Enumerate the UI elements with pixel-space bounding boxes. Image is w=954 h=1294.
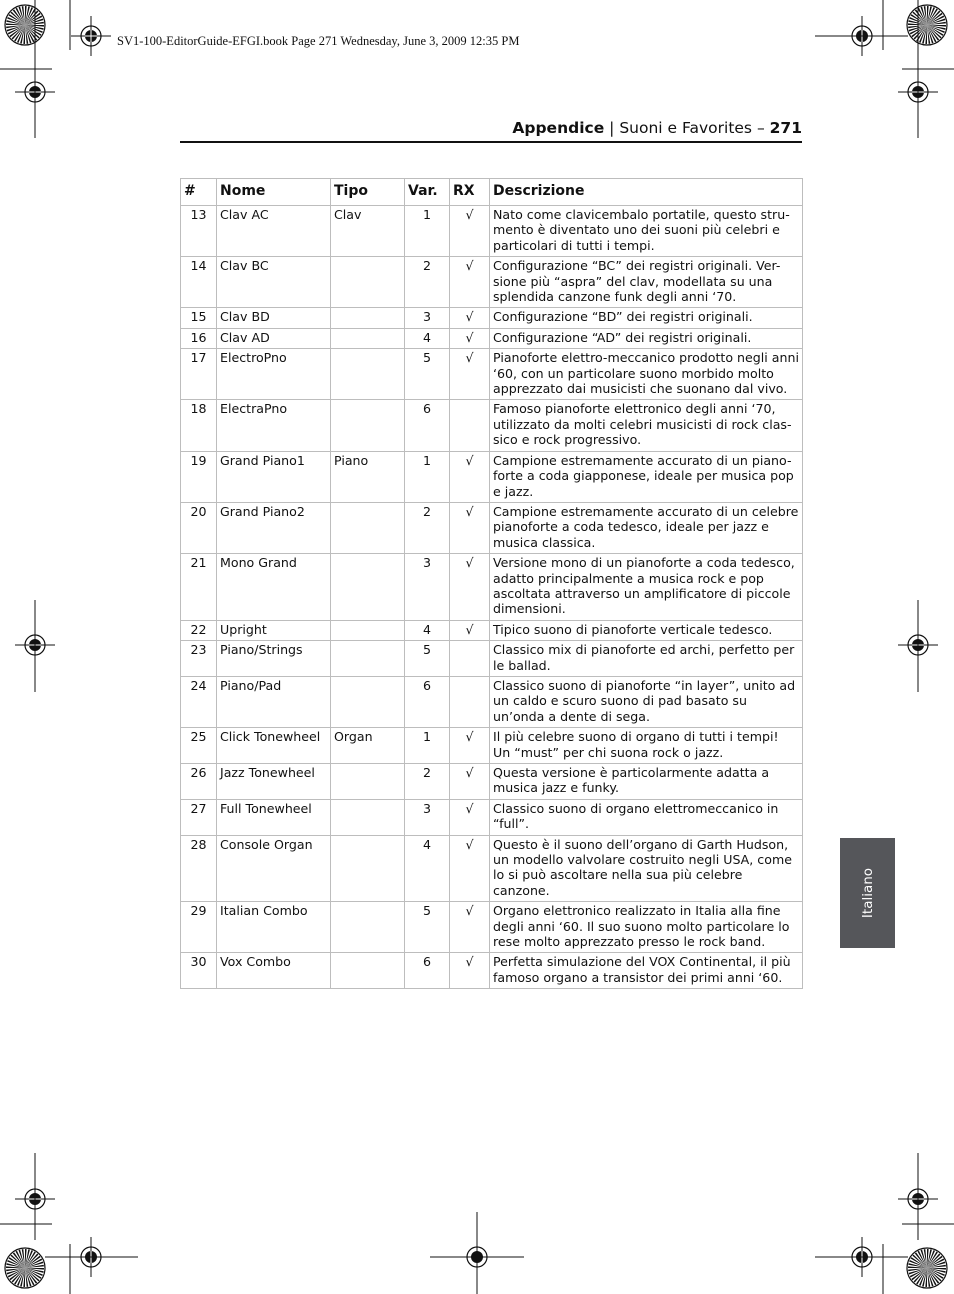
cell-rx: √ — [450, 953, 490, 989]
table-row — [181, 554, 803, 621]
cell-var: 2 — [405, 257, 450, 308]
cell-type — [331, 502, 405, 553]
cell-var: 3 — [405, 799, 450, 835]
registration-target-icon — [71, 16, 111, 56]
table-row — [181, 728, 803, 764]
cell-rx: √ — [450, 902, 490, 953]
table-row — [181, 676, 803, 727]
cell-var: 4 — [405, 328, 450, 348]
cell-name: Full Tonewheel — [217, 799, 331, 835]
starburst-mark-icon — [5, 5, 45, 45]
cell-num: 20 — [181, 502, 217, 553]
cell-num: 16 — [181, 328, 217, 348]
cell-rx: √ — [450, 799, 490, 835]
cell-desc: Questa versione è particolarmente adatta a musica jazz e funky. — [490, 764, 803, 800]
cell-desc: Configurazione “AD” dei registri originali. — [490, 328, 803, 348]
cell-type: Organ — [331, 728, 405, 764]
table-body — [181, 206, 803, 989]
table-row — [181, 953, 803, 989]
language-label: Italiano — [859, 867, 876, 919]
cell-type — [331, 400, 405, 451]
cell-num: 21 — [181, 554, 217, 621]
table-row — [181, 349, 803, 400]
cell-type — [331, 620, 405, 640]
cell-desc: Pianoforte elettro-meccanico prodotto negli anni ‘60, con un particolare suono morbido molto apprezzato dai musicisti che suonano dal vivo. — [490, 349, 803, 400]
cell-desc: Versione mono di un pianoforte a coda tedesco, adatto principalmente a musica rock e pop ascoltata attraverso un amplificatore di piccole dimensioni. — [490, 554, 803, 621]
cell-type — [331, 902, 405, 953]
cell-var: 2 — [405, 764, 450, 800]
cell-rx: √ — [450, 308, 490, 328]
cell-rx: √ — [450, 620, 490, 640]
cell-num: 14 — [181, 257, 217, 308]
cell-name: Italian Combo — [217, 902, 331, 953]
cell-num: 18 — [181, 400, 217, 451]
cell-name: Console Organ — [217, 835, 331, 902]
header-desc: Descrizione — [490, 179, 803, 206]
cell-var: 4 — [405, 835, 450, 902]
cell-desc: Tipico suono di pianoforte verticale tedesco. — [490, 620, 803, 640]
cell-name: ElectraPno — [217, 400, 331, 451]
table-row — [181, 620, 803, 640]
cell-type — [331, 349, 405, 400]
cell-type — [331, 764, 405, 800]
table-row — [181, 328, 803, 348]
cell-num: 30 — [181, 953, 217, 989]
cell-name: Clav AC — [217, 206, 331, 257]
cell-var: 1 — [405, 451, 450, 502]
sounds-table — [180, 178, 803, 989]
cell-rx — [450, 641, 490, 677]
cell-type — [331, 554, 405, 621]
head-rule — [180, 141, 802, 143]
table-row — [181, 764, 803, 800]
cell-name: Clav AD — [217, 328, 331, 348]
cell-num: 22 — [181, 620, 217, 640]
cell-desc: Questo è il suono dell’organo di Garth Hudson, un modello valvolare costruito negli USA, come lo si può ascoltare nella sua più celebre canzone. — [490, 835, 803, 902]
cell-rx: √ — [450, 728, 490, 764]
cell-rx: √ — [450, 554, 490, 621]
print-slug: SV1-100-EditorGuide-EFGI.book Page 271 Wednesday, June 3, 2009 12:35 PM — [117, 34, 520, 48]
table-row — [181, 502, 803, 553]
cell-desc: Classico mix di pianoforte ed archi, perfetto per le ballad. — [490, 641, 803, 677]
running-head — [180, 118, 802, 138]
table-row — [181, 902, 803, 953]
cell-rx — [450, 676, 490, 727]
cell-name: Upright — [217, 620, 331, 640]
cell-desc: Perfetta simulazione del VOX Continental, il più famoso organo a transistor dei primi anni ‘60. — [490, 953, 803, 989]
starburst-mark-icon — [5, 1248, 45, 1288]
cell-name: Piano/Pad — [217, 676, 331, 727]
cell-name: Mono Grand — [217, 554, 331, 621]
cell-var: 5 — [405, 349, 450, 400]
cell-rx: √ — [450, 328, 490, 348]
cell-var: 6 — [405, 400, 450, 451]
cell-var: 5 — [405, 641, 450, 677]
starburst-mark-icon — [907, 1248, 947, 1288]
section-title: Appendice — [512, 119, 605, 137]
cell-rx: √ — [450, 451, 490, 502]
cell-desc: Classico suono di organo elettromeccanico in “full”. — [490, 799, 803, 835]
table-row — [181, 799, 803, 835]
cell-desc: Campione estremamente accurato di un celebre pianoforte a coda tedesco, ideale per jazz e musica classica. — [490, 502, 803, 553]
cell-name: Clav BD — [217, 308, 331, 328]
cell-num: 25 — [181, 728, 217, 764]
cell-type — [331, 328, 405, 348]
cell-type — [331, 676, 405, 727]
cell-var: 1 — [405, 206, 450, 257]
table-row — [181, 641, 803, 677]
header-type: Tipo — [331, 179, 405, 206]
cell-name: Grand Piano1 — [217, 451, 331, 502]
cell-num: 13 — [181, 206, 217, 257]
cell-name: Clav BC — [217, 257, 331, 308]
page-number: 271 — [769, 119, 802, 137]
cell-num: 23 — [181, 641, 217, 677]
cell-rx: √ — [450, 206, 490, 257]
cell-var: 2 — [405, 502, 450, 553]
cell-num: 28 — [181, 835, 217, 902]
table-row — [181, 206, 803, 257]
cell-var: 6 — [405, 953, 450, 989]
starburst-mark-icon — [907, 5, 947, 45]
cell-desc: Famoso pianoforte elettronico degli anni ‘70, utilizzato da molti celebri musicisti di rock clas-sico e rock progressivo. — [490, 400, 803, 451]
cell-type — [331, 308, 405, 328]
cell-var: 3 — [405, 554, 450, 621]
cell-num: 24 — [181, 676, 217, 727]
header-var: Var. — [405, 179, 450, 206]
cell-type — [331, 641, 405, 677]
table-header-row — [181, 179, 803, 206]
cell-num: 15 — [181, 308, 217, 328]
cell-name: Vox Combo — [217, 953, 331, 989]
cell-desc: Il più celebre suono di organo di tutti i tempi! Un “must” per chi suona rock o jazz. — [490, 728, 803, 764]
table-row — [181, 308, 803, 328]
cell-desc: Campione estremamente accurato di un piano-forte a coda giapponese, ideale per musica pop e jazz. — [490, 451, 803, 502]
head-separator: | — [609, 119, 615, 137]
cell-type — [331, 799, 405, 835]
cell-var: 4 — [405, 620, 450, 640]
cell-num: 26 — [181, 764, 217, 800]
cell-num: 29 — [181, 902, 217, 953]
cell-name: Click Tonewheel — [217, 728, 331, 764]
head-dash: – — [756, 119, 765, 137]
cell-num: 17 — [181, 349, 217, 400]
cell-rx: √ — [450, 257, 490, 308]
cell-rx: √ — [450, 835, 490, 902]
cell-rx — [450, 400, 490, 451]
cell-type: Piano — [331, 451, 405, 502]
cell-desc: Nato come clavicembalo portatile, questo stru-mento è diventato uno dei suoni più celebri e particolari di tutti i tempi. — [490, 206, 803, 257]
subsection-title: Suoni e Favorites — [619, 119, 753, 137]
cell-name: Grand Piano2 — [217, 502, 331, 553]
cell-type — [331, 835, 405, 902]
language-tab — [840, 838, 895, 948]
cell-name: ElectroPno — [217, 349, 331, 400]
cell-desc: Organo elettronico realizzato in Italia alla fine degli anni ‘60. Il suo suono molto particolare lo rese molto apprezzato presso le rock band. — [490, 902, 803, 953]
cell-name: Piano/Strings — [217, 641, 331, 677]
cell-var: 5 — [405, 902, 450, 953]
header-rx: RX — [450, 179, 490, 206]
cell-var: 6 — [405, 676, 450, 727]
cell-var: 1 — [405, 728, 450, 764]
cell-name: Jazz Tonewheel — [217, 764, 331, 800]
cell-var: 3 — [405, 308, 450, 328]
table-row — [181, 451, 803, 502]
table-row — [181, 257, 803, 308]
cell-desc: Classico suono di pianoforte “in layer”, unito ad un caldo e scuro suono di pad basato su un’onda a dente di sega. — [490, 676, 803, 727]
header-num: # — [181, 179, 217, 206]
cell-num: 19 — [181, 451, 217, 502]
table-row — [181, 400, 803, 451]
cell-num: 27 — [181, 799, 217, 835]
cell-desc: Configurazione “BC” dei registri originali. Ver-sione più “aspra” del clav, modellata su una splendida canzone funk degli anni ‘70. — [490, 257, 803, 308]
cell-desc: Configurazione “BD” dei registri originali. — [490, 308, 803, 328]
header-name: Nome — [217, 179, 331, 206]
cell-rx: √ — [450, 502, 490, 553]
cell-rx: √ — [450, 764, 490, 800]
cell-type — [331, 953, 405, 989]
table-row — [181, 835, 803, 902]
cell-type: Clav — [331, 206, 405, 257]
cell-rx: √ — [450, 349, 490, 400]
cell-type — [331, 257, 405, 308]
